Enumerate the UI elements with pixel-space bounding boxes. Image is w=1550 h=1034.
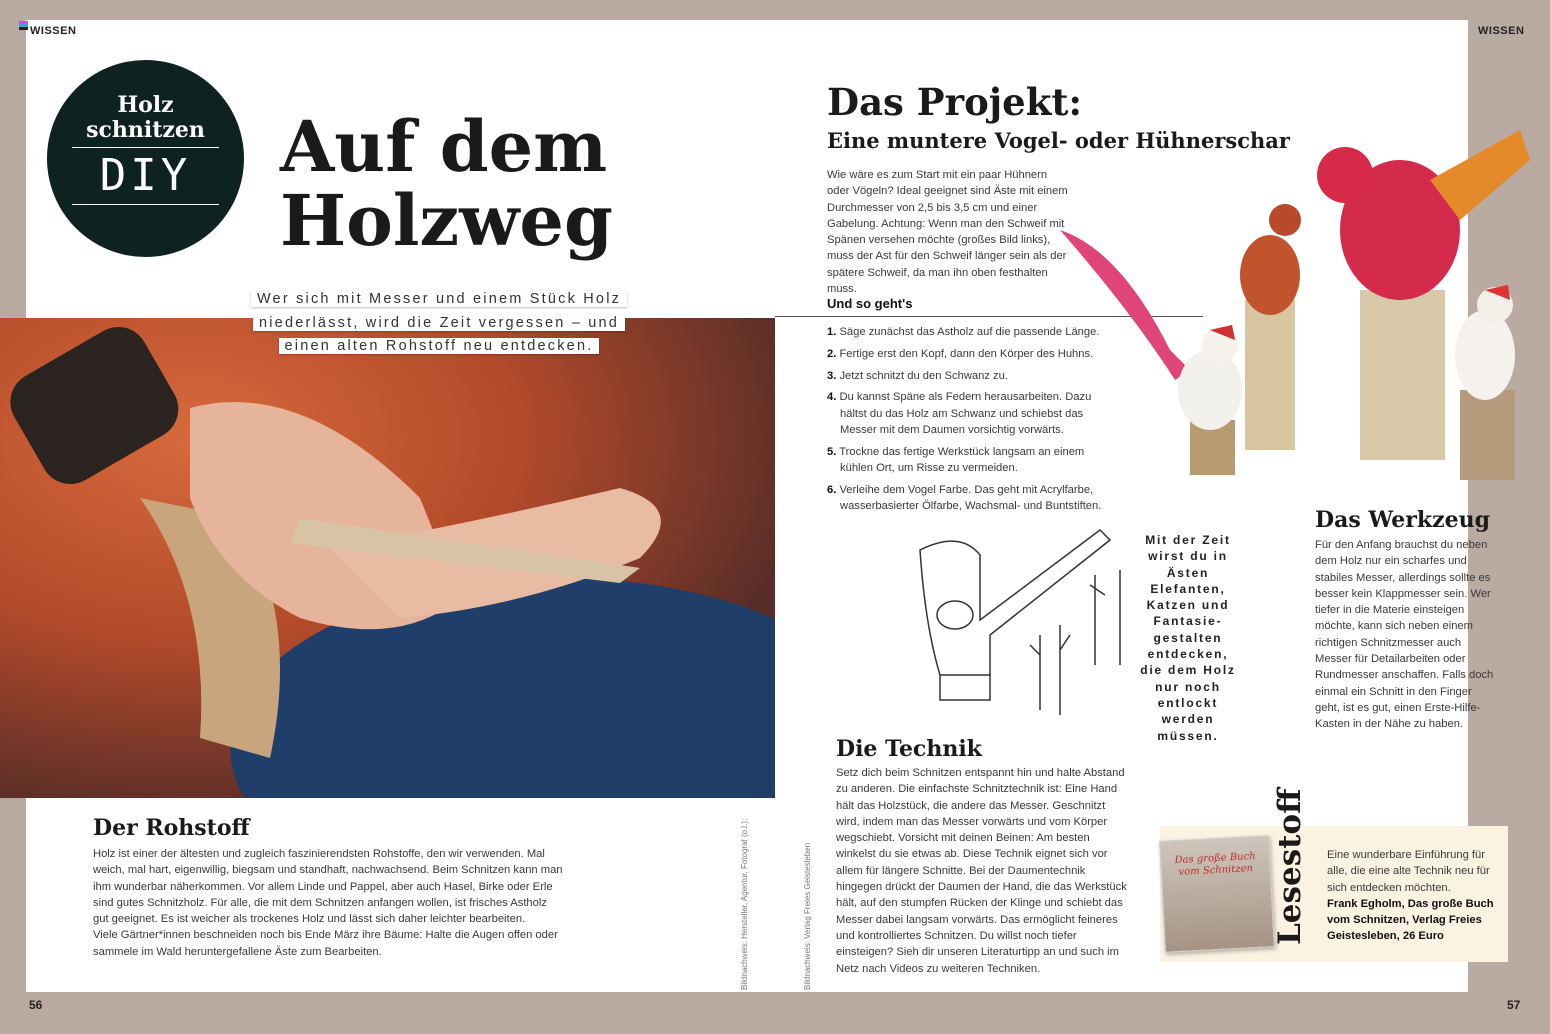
lead-line: Wer sich mit Messer und einem Stück Holz [251,291,627,307]
projekt-subheading: Eine muntere Vogel- oder Hühnerschar [827,128,1290,153]
title-line1: Auf dem [280,105,608,188]
badge-line1: Holz [117,92,174,118]
step-item: 2. Fertige erst den Kopf, dann den Körper des Huhns. [827,347,1094,360]
rohstoff-heading: Der Rohstoff [93,815,250,841]
projekt-heading: Das Projekt: [827,80,1083,124]
title-line2: Holzweg [280,179,613,262]
section-label-right: WISSEN [1478,25,1525,37]
page-number-right: 57 [1507,998,1521,1012]
book-cover-title: Das große Buch vom Schnitzen [1174,850,1256,878]
book-cover [1159,835,1275,953]
carving-photo [0,318,775,798]
lead-line: niederlässt, wird die Zeit vergessen – und [253,315,625,331]
divider [72,147,219,148]
carving-sketch-image [910,525,1135,725]
page-title [280,105,613,262]
step-item: 6. Verleihe dem Vogel Farbe. Das geht mit Acrylfarbe, wasserbasierter Ölfarbe, Wachsmal- und Buntstiften. [827,483,1102,513]
color-marker-icon [19,21,28,30]
technik-heading: Die Technik [836,736,982,762]
page-number-left: 56 [29,998,43,1012]
photo-credit: Bildnachweis: Hersteller, Agentur, Fotograf (o.l.); [740,818,749,990]
technik-text: Setz dich beim Schnitzen entspannt hin und halte Abstand zu anderen. Die einfachste Schnitztechnik ist: Eine Hand hält das Holzstück, die andere das Messer. Geschnitzt wird, indem man das Messer vorwärts und vom Körper wegschiebt. Vorsicht mit deinen Beinen: Am besten winkelst du sie etwas ab. Diese Technik eignet sich vor allem für längere Schnitte. Bei der Daumentechnik hingegen drückt der Daumen der Hand, die das Werkstück hält, auf den stumpfen Rücken der Klinge und schiebt das Messer dabei langsam vorwärts. Das ermöglicht feineres und kontrolliertes Schnitzen. Du willst noch tiefer einsteigen? Sieh dir unseren Literaturtipp an und such im Netz nach Videos zu weiteren Techniken. [836,767,1127,975]
lead-line: einen alten Rohstoff neu entdecken. [279,338,600,354]
projekt-text: Wie wäre es zum Start mit ein paar Hühnern oder Vögeln? Ideal geeignet sind Äste mit einem Durchmesser von 2,5 bis 3,5 cm und einer Gabelung. Achtung: Wenn man den Schweif mit Spänen versehen möchte (großes Bild links), muss der Ast für den Schweif länger sein als der spätere Schweif, da man ihn oben festhalten muss. [827,169,1068,296]
rohstoff-paragraph: Holz ist einer der ältesten und zugleich faszinierendsten Rohstoffe, den wir verwenden. Mal weich, mal hart, eigenwillig, biegsam und standhaft, nachwachsend. Beim Schnitzen kann man ihm wunderbar näherkommen. Vor allem Linde und Pappel, aber auch Hasel, Birke oder Erle sind gutes Schnitzholz. Für alle, die mit dem Schnitzen anfangen wollen, ist frisches Astholz gut geeignet. Es ist weicher als trockenes Holz und lässt sich daher leichter bearbeiten. [93,848,563,926]
lesestoff-text [1327,847,1497,945]
werkzeug-text: Für den Anfang brauchst du neben dem Holz nur ein scharfes und stabiles Messer, allerdings sollte es besser kein Klappmesser sein. Wer tiefer in die Materie einsteigen möchte, kann sich neben einem richtigen Schnitzmesser auch Messer für Detailarbeiten oder Rundmesser anschaffen. Falls doch einmal ein Schnitt in den Finger geht, ist es gut, einen Erste-Hilfe-Kasten in der Nähe zu haben. [1315,539,1494,731]
divider [72,204,219,205]
step-item: 3. Jetzt schnitzt du den Schwanz zu. [827,369,1008,382]
diy-badge [47,60,244,257]
badge-diy: DIY [99,150,192,201]
lesestoff-label: Lesestoff [1272,788,1308,945]
lead-text [244,288,634,359]
lesestoff-description: Eine wunderbare Einführung für alle, die eine alte Technik neu für sich entdecken möchten. [1327,849,1490,894]
step-item: 4. Du kannst Späne als Federn herausarbeiten. Dazu hältst du das Holz am Schwanz und schiebst das Messer mit dem Daumen vorsichtig vorwärts. [827,391,1092,436]
werkzeug-heading: Das Werkzeug [1315,507,1490,533]
carved-birds-image [1060,120,1550,490]
photo-credit: Bildnachweis: Verlag Freies Geistesleben [803,842,812,990]
rohstoff-text [93,846,563,960]
step-item: 1. Säge zunächst das Astholz auf die passende Länge. [827,326,1100,338]
lesestoff-book-info: Frank Egholm, Das große Buch vom Schnitzen, Verlag Freies Geistesleben, 26 Euro [1327,897,1494,943]
hands-carving-image [0,318,775,798]
badge-line2: schnitzen [86,117,205,143]
pull-quote: Mit der Zeit wirst du in Ästen Elefanten, Katzen und Fantasie-gestalten entdecken, die dem Holz nur noch entlockt werden müssen. [1140,533,1236,743]
step-item: 5. Trockne das fertige Werkstück langsam an einem kühlen Ort, um Risse zu vermeiden. [827,445,1085,475]
steps-heading: Und so geht's [827,296,913,311]
rohstoff-paragraph: Viele Gärtner*innen beschneiden noch bis Ende März ihre Bäume: Halte die Augen offen oder sammele im Wald heruntergefallene Äste zum Bearbeiten. [93,929,558,958]
section-label-left: WISSEN [30,25,77,37]
